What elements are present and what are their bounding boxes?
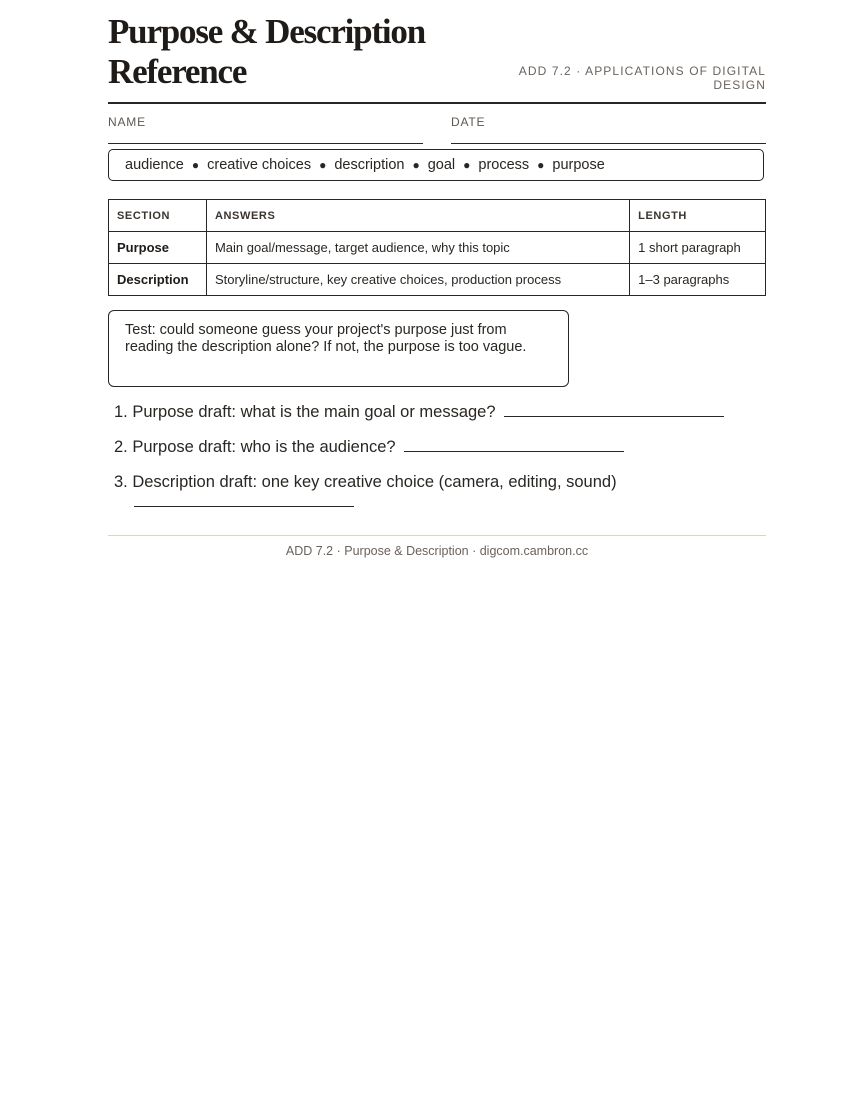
name-field[interactable] (108, 113, 423, 144)
answer-blank-2[interactable] (404, 450, 624, 452)
question-1-text: 1. Purpose draft: what is the main goal or message? (114, 403, 496, 421)
vocab-word: purpose (552, 157, 605, 173)
vocab-word: audience (125, 157, 184, 173)
column-header-section: SECTION (109, 200, 207, 232)
name-label: NAME (108, 115, 146, 129)
column-header-answers: ANSWERS (206, 200, 629, 232)
answer-blank-1[interactable] (504, 415, 724, 417)
question-2 (114, 438, 624, 457)
bullet-separator: ● (463, 158, 471, 172)
row-section: Description (109, 264, 207, 296)
question-3-text: 3. Description draft: one key creative choice (camera, editing, sound) (114, 473, 617, 491)
vocab-word: process (478, 157, 530, 173)
title-line-1: Purpose & Description (108, 12, 425, 51)
bullet-separator: ● (191, 158, 200, 172)
table-header-row (109, 200, 766, 232)
table-row (109, 232, 766, 264)
question-1 (114, 403, 724, 422)
worksheet-header (108, 0, 766, 104)
date-field[interactable] (451, 113, 766, 144)
answer-blank-3[interactable] (134, 506, 354, 507)
bullet-separator: ● (412, 158, 420, 172)
row-length: 1 short paragraph (630, 232, 766, 264)
subtitle-line-1: ADD 7.2 · APPLICATIONS OF DIGITAL (518, 64, 766, 78)
reference-table (108, 199, 766, 296)
row-section: Purpose (109, 232, 207, 264)
vocab-word: goal (427, 157, 456, 173)
vocabulary-bank (108, 149, 764, 181)
bullet-separator: ● (319, 158, 327, 172)
row-answers: Storyline/structure, key creative choices, production process (206, 264, 629, 296)
course-subtitle (496, 64, 766, 92)
bullet-separator: ● (537, 158, 545, 172)
worksheet-page (108, 0, 766, 558)
vocab-word: description (334, 157, 405, 173)
question-2-text: 2. Purpose draft: who is the audience? (114, 438, 396, 456)
tip-box: Test: could someone guess your project's purpose just from reading the description alone? If not, the purpose is too vague. (108, 310, 569, 387)
subtitle-line-2: DESIGN (713, 78, 766, 92)
title-line-2: Reference (108, 52, 247, 91)
date-label: DATE (451, 115, 486, 129)
vocab-word: creative choices (207, 157, 312, 173)
name-date-fields (108, 104, 766, 144)
page-footer: ADD 7.2 · Purpose & Description · digcom.cambron.cc (108, 535, 766, 558)
column-header-length: LENGTH (630, 200, 766, 232)
row-answers: Main goal/message, target audience, why this topic (206, 232, 629, 264)
question-3 (114, 473, 617, 492)
page-title (108, 12, 425, 92)
table-row (109, 264, 766, 296)
row-length: 1–3 paragraphs (630, 264, 766, 296)
